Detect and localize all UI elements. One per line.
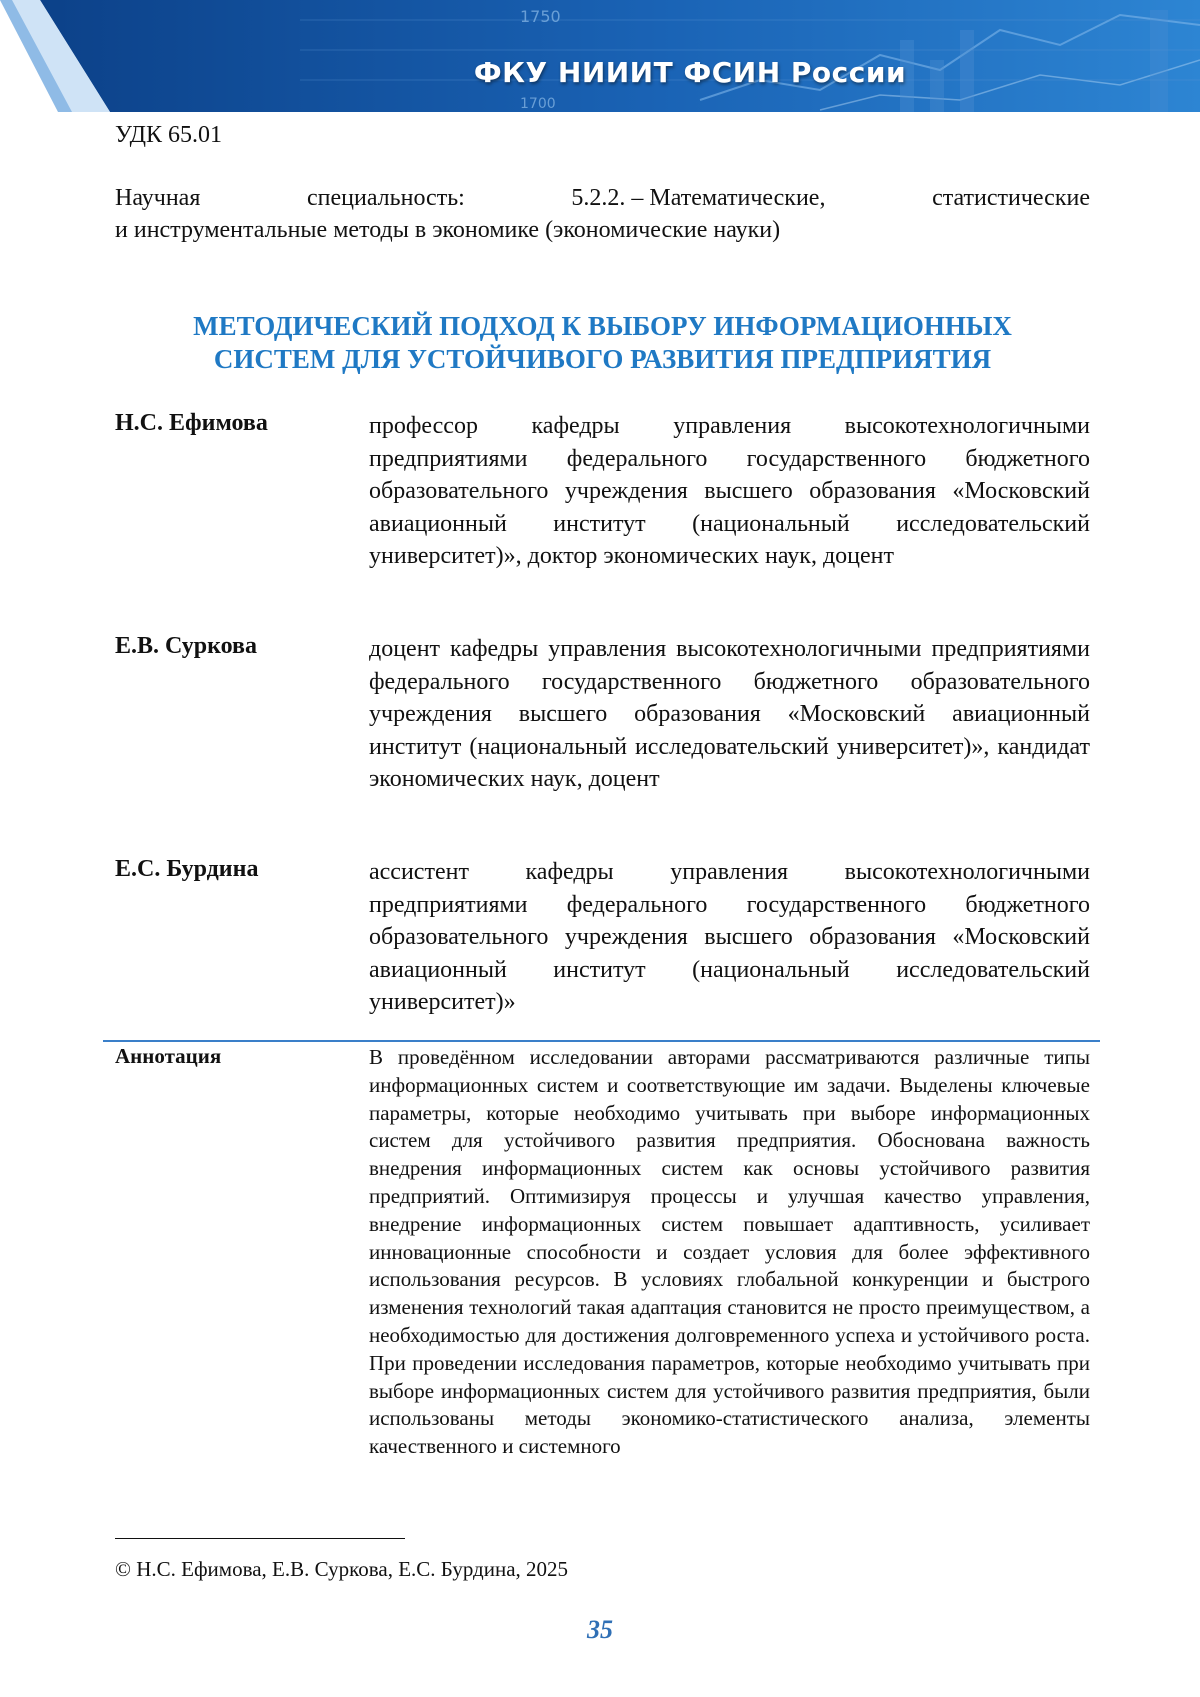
banner-number-1: 1750: [520, 7, 561, 26]
udk-code: УДК 65.01: [115, 122, 222, 149]
author-affiliation: ассистент кафедры управления высокотехнологичными предприятиями федерального государственного бюджетного образовательного учреждения высшего образования «Московский авиационный институт (национальный исследовательский университет)»: [369, 856, 1090, 1019]
journal-header-title: ФКУ НИИИТ ФСИН России: [0, 56, 1200, 89]
author-affiliation: профессор кафедры управления высокотехнологичными предприятиями федерального государственного бюджетного образовательного учреждения высшего образования «Московский авиационный институт (национальный исследовательский университет)», доктор экономических наук, доцент: [369, 410, 1090, 573]
page-number: 35: [0, 1615, 1200, 1645]
author-name: Н.С. Ефимова: [115, 410, 268, 437]
scientific-specialty: [115, 182, 1090, 246]
author-name: Е.В. Суркова: [115, 633, 257, 660]
article-title: [115, 310, 1090, 376]
header-banner: [0, 0, 1200, 112]
specialty-word: статистические: [932, 182, 1090, 214]
footnote-rule: [115, 1538, 405, 1539]
section-divider: [103, 1040, 1100, 1042]
specialty-word: 5.2.2. – Математические,: [571, 182, 825, 214]
specialty-word: Научная: [115, 182, 200, 214]
article-title-line-2: СИСТЕМ ДЛЯ УСТОЙЧИВОГО РАЗВИТИЯ ПРЕДПРИЯТИЯ: [115, 343, 1090, 376]
abstract-text: В проведённом исследовании авторами рассматриваются различные типы информационных систем и соответствующие им задачи. Выделены ключевые параметры, которые необходимо учитывать при выборе информационных систем для устойчивого развития предприятия. Обоснована важность внедрения информационных систем как основы устойчивого развития предприятий. Оптимизируя процессы и улучшая качество управления, внедрение информационных систем повышает адаптивность, усиливает инновационные способности и создает условия для более эффективного использования ресурсов. В условиях глобальной конкуренции и быстрого изменения технологий такая адаптация становится не просто преимуществом, а необходимостью для достижения долговременного успеха и устойчивого роста. При проведении исследования параметров, которые необходимо учитывать при выборе информационных систем для устойчивого развития предприятия, были использованы методы экономико-статистического анализа, элементы качественного и системного: [369, 1044, 1090, 1461]
specialty-line-2: и инструментальные методы в экономике (экономические науки): [115, 214, 1090, 246]
article-title-line-1: МЕТОДИЧЕСКИЙ ПОДХОД К ВЫБОРУ ИНФОРМАЦИОННЫХ: [115, 310, 1090, 343]
author-affiliation: доцент кафедры управления высокотехнологичными предприятиями федерального государственного бюджетного образовательного учреждения высшего образования «Московский авиационный институт (национальный исследовательский университет)», кандидат экономических наук, доцент: [369, 633, 1090, 796]
abstract-label: Аннотация: [115, 1044, 221, 1069]
banner-number-2: 1700: [520, 96, 556, 112]
copyright-footnote: © Н.С. Ефимова, Е.В. Суркова, Е.С. Бурдина, 2025: [115, 1557, 568, 1582]
specialty-word: специальность:: [307, 182, 465, 214]
author-name: Е.С. Бурдина: [115, 856, 258, 883]
